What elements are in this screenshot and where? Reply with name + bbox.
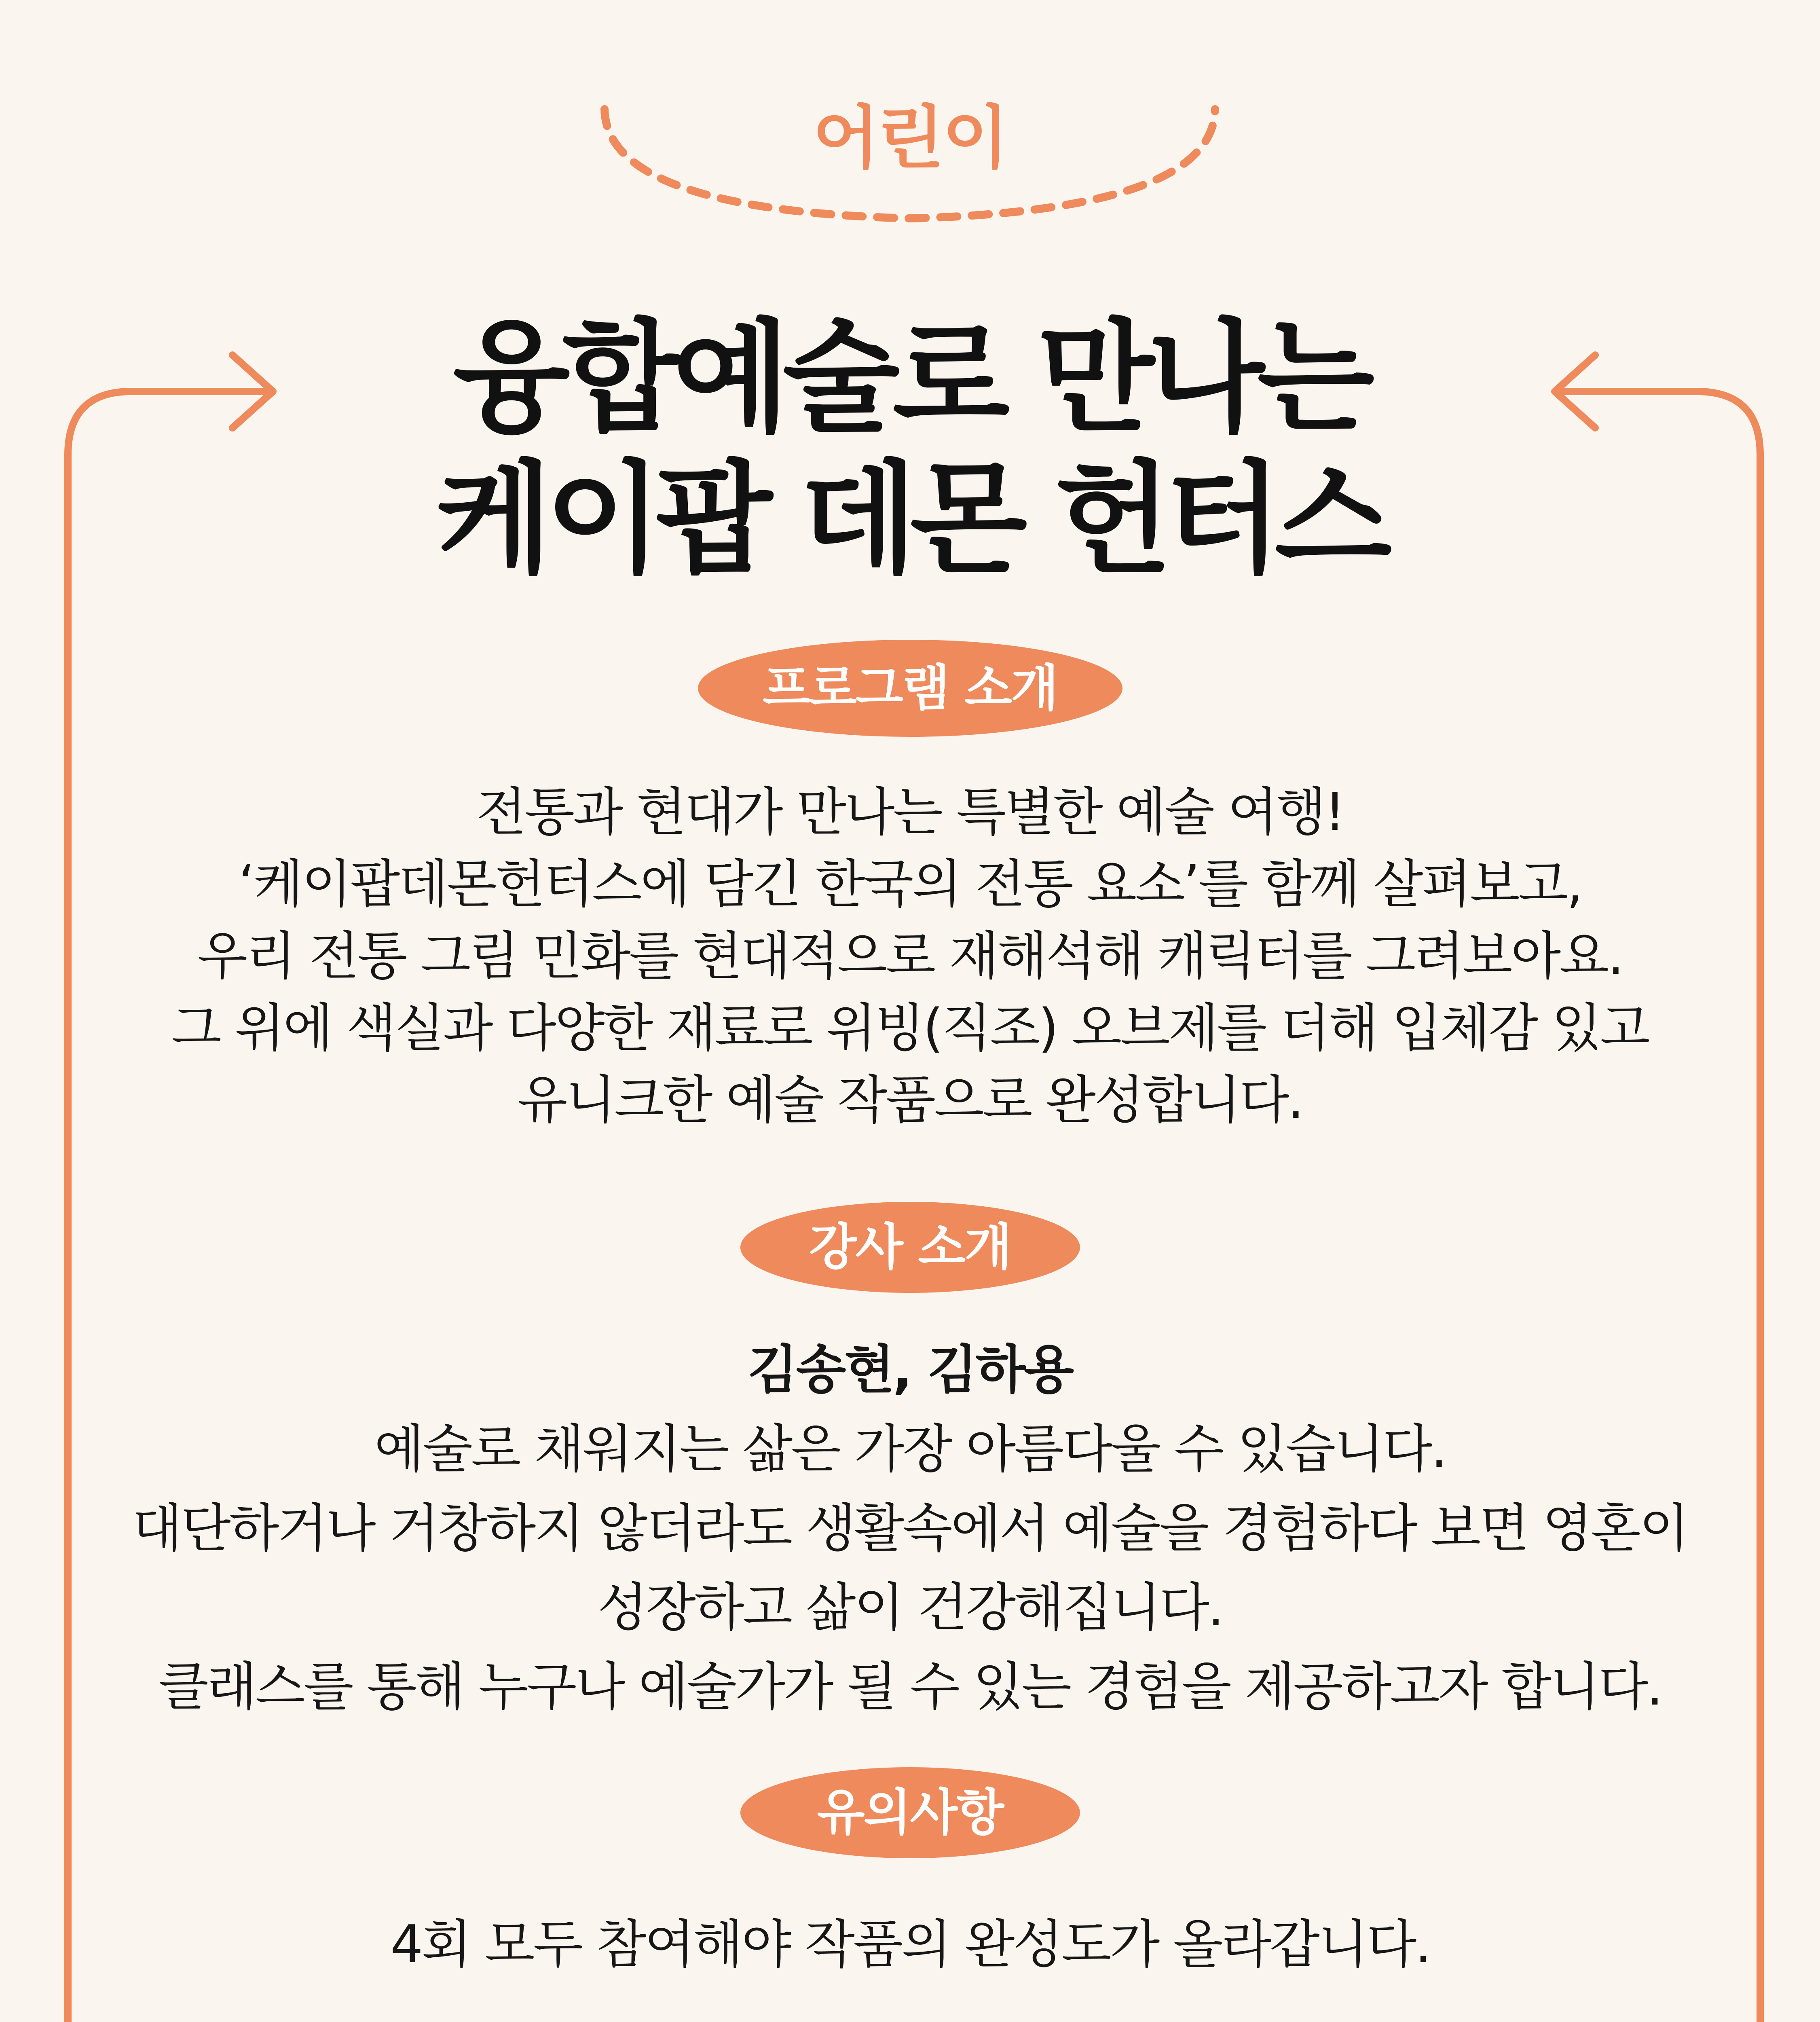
kicker-label: 어린이 [813, 98, 1007, 178]
program-line: 유니크한 예술 작품으로 완성합니다. [517, 1070, 1303, 1130]
lecturer-intro-text [0, 1330, 1820, 1727]
title-line-1: 융합예술로 만나는 [453, 307, 1367, 448]
lecturer-names: 김송현, 김하용 [747, 1340, 1073, 1400]
lecturer-line: 예술로 채워지는 삶은 가장 아름다울 수 있습니다. [374, 1419, 1446, 1479]
lecturer-line: 클래스를 통해 누구나 예술가가 될 수 있는 경험을 제공하고자 합니다. [158, 1657, 1662, 1717]
program-line: 그 위에 색실과 다양한 재료로 위빙(직조) 오브제를 더해 입체감 있고 [171, 998, 1649, 1058]
right-arrow-line [1558, 391, 1760, 2022]
page-title [0, 307, 1820, 590]
lecturer-line: 성장하고 삶이 건강해집니다. [597, 1578, 1223, 1638]
title-line-2: 케이팝 데몬 헌터스 [435, 449, 1385, 590]
program-line: 전통과 현대가 만나는 특별한 예술 여행! [476, 782, 1344, 842]
program-intro-badge: 프로그램 소개 [698, 640, 1122, 737]
notice-line: 4회 모두 참여해야 작품의 완성도가 올라갑니다. [390, 1914, 1430, 1975]
lecturer-line: 대단하거나 거창하지 않더라도 생활속에서 예술을 경험하다 보면 영혼이 [132, 1498, 1688, 1559]
program-line: 우리 전통 그림 민화를 현대적으로 재해석해 캐릭터를 그려보아요. [197, 926, 1623, 986]
notice-badge: 유의사항 [740, 1767, 1080, 1858]
left-arrow-line [68, 391, 270, 2022]
program-line: ‘케이팝데몬헌터스에 담긴 한국의 전통 요소’를 함께 살펴보고, [238, 854, 1582, 914]
program-intro-text [0, 776, 1820, 1136]
notice-text [0, 1909, 1820, 1981]
lecturer-intro-badge: 강사 소개 [740, 1202, 1080, 1293]
